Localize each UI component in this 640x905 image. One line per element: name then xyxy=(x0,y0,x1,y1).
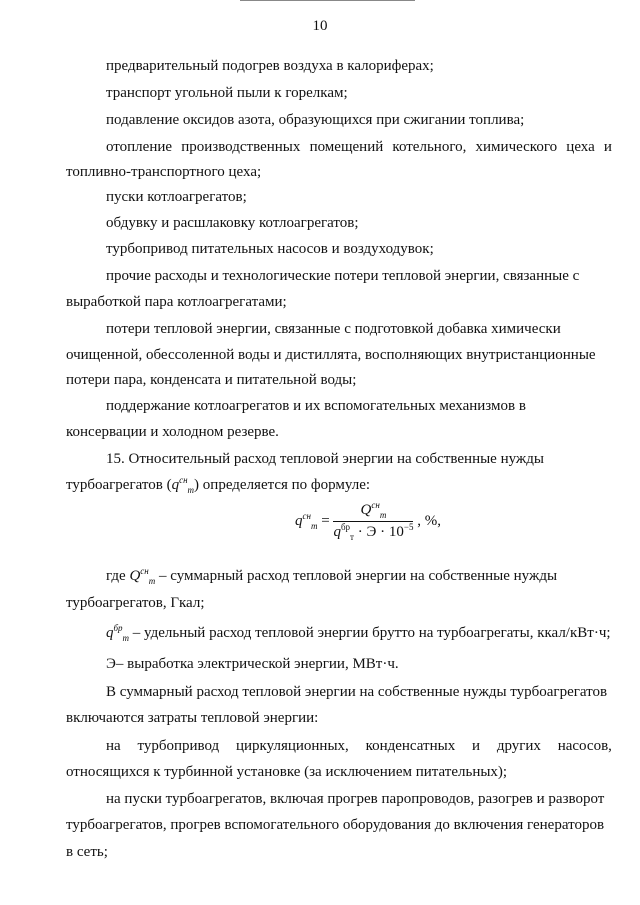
text-fragment: · Э · 10 xyxy=(353,524,404,540)
subscript: т xyxy=(122,633,130,643)
text-line: Э– выработка электрической энергии, МВт·ч. xyxy=(106,656,399,672)
superscript: бр xyxy=(113,623,123,633)
text-line: относящихся к турбинной установке (за исключением питательных); xyxy=(66,764,508,780)
text-line: транспорт угольной пыли к горелкам; xyxy=(106,85,348,101)
subscript: т xyxy=(148,576,156,586)
text-line xyxy=(106,567,557,585)
subscript: т xyxy=(379,510,387,520)
superscript: сн xyxy=(179,475,188,485)
formula-symbol: q xyxy=(295,512,303,529)
text-line: потери тепловой энергии, связанные с подготовкой добавка химически xyxy=(106,321,561,337)
text-line: консервации и холодном резерве. xyxy=(66,424,279,440)
word: других xyxy=(496,738,541,754)
formula-symbol: q xyxy=(171,477,180,493)
text-line: 15. Относительный расход тепловой энергии на собственные нужды xyxy=(106,451,544,467)
text-fragment: где xyxy=(106,568,126,584)
fraction xyxy=(333,502,413,541)
superscript: сн xyxy=(302,510,311,521)
text-fragment: турбоагрегатов ( xyxy=(66,477,172,493)
text-line: турбоагрегатов, Гкал; xyxy=(66,595,205,611)
word: турбопривод xyxy=(137,738,220,754)
top-rule xyxy=(240,0,415,1)
text-line: турбопривод питательных насосов и воздуходувок; xyxy=(106,241,434,257)
text-line: В суммарный расход тепловой энергии на собственные нужды турбоагрегатов xyxy=(106,684,608,700)
text-line: турбоагрегатов, прогрев вспомогательного оборудования до включения генераторов xyxy=(66,817,605,833)
word: и xyxy=(603,139,612,155)
formula-symbol xyxy=(172,477,194,493)
formula-symbol: q xyxy=(333,524,341,540)
formula-symbol xyxy=(106,625,129,641)
formula-symbol xyxy=(129,568,155,584)
superscript: сн xyxy=(371,500,380,510)
page-number: 10 xyxy=(312,18,328,34)
text-line: подавление оксидов азота, образующихся при сжигании топлива; xyxy=(106,112,525,128)
text-line: в сеть; xyxy=(66,844,108,860)
text-line: поддержание котлоагрегатов и их вспомогательных механизмов в xyxy=(106,398,526,414)
word: отопление xyxy=(106,139,173,155)
text-line xyxy=(106,624,611,642)
text-fragment: – суммарный расход тепловой энергии на собственные нужды xyxy=(159,568,558,584)
text-line: потери пара, конденсата и питательной воды; xyxy=(66,372,357,388)
denominator xyxy=(333,522,413,541)
text-line-justified xyxy=(106,138,612,156)
text-line xyxy=(66,476,370,494)
text-line: обдувку и расшлаковку котлоагрегатов; xyxy=(106,215,359,231)
word: котельного, xyxy=(392,139,467,155)
formula-symbol xyxy=(295,510,318,531)
word: цеха xyxy=(566,139,595,155)
word: конденсатных xyxy=(365,738,456,754)
formula xyxy=(295,502,441,541)
word: и xyxy=(472,738,481,754)
text-fragment: – удельный расход тепловой энергии брутто на турбоагрегаты, ккал/кВт·ч; xyxy=(132,625,611,641)
formula-symbol: q xyxy=(106,625,114,641)
text-line: предварительный подогрев воздуха в калориферах; xyxy=(106,58,434,74)
text-line: включаются затраты тепловой энергии: xyxy=(66,710,319,726)
numerator xyxy=(333,502,413,522)
subscript: т xyxy=(310,520,318,531)
text-line: пуски котлоагрегатов; xyxy=(106,189,247,205)
text-line-justified xyxy=(106,737,612,755)
text-line: на пуски турбоагрегатов, включая прогрев паропроводов, разогрев и разворот xyxy=(106,791,605,807)
word: насосов, xyxy=(557,738,612,754)
word: производственных xyxy=(181,139,301,155)
text-fragment: ) определяется по формуле: xyxy=(194,477,371,493)
superscript: бр xyxy=(340,522,351,532)
text-line: очищенной, обессоленной воды и дистиллята, восполняющих внутристанционные xyxy=(66,347,596,363)
formula-symbol: Q xyxy=(360,502,372,518)
word: помещений xyxy=(309,139,384,155)
text-line: прочие расходы и технологические потери тепловой энергии, связанные с xyxy=(106,268,580,284)
word: химического xyxy=(475,139,558,155)
superscript: −5 xyxy=(403,522,414,532)
subscript: т xyxy=(187,485,195,495)
word: циркуляционных, xyxy=(235,738,349,754)
text-line: топливно-транспортного цеха; xyxy=(66,164,262,180)
superscript: сн xyxy=(140,566,149,576)
text-fragment: , %, xyxy=(417,512,441,529)
formula-symbol: Q xyxy=(129,568,141,584)
word: на xyxy=(106,738,121,754)
text-line: выработкой пара котлоагрегатами; xyxy=(66,294,287,310)
subscript: т xyxy=(350,532,354,542)
equals-sign: = xyxy=(321,512,330,529)
